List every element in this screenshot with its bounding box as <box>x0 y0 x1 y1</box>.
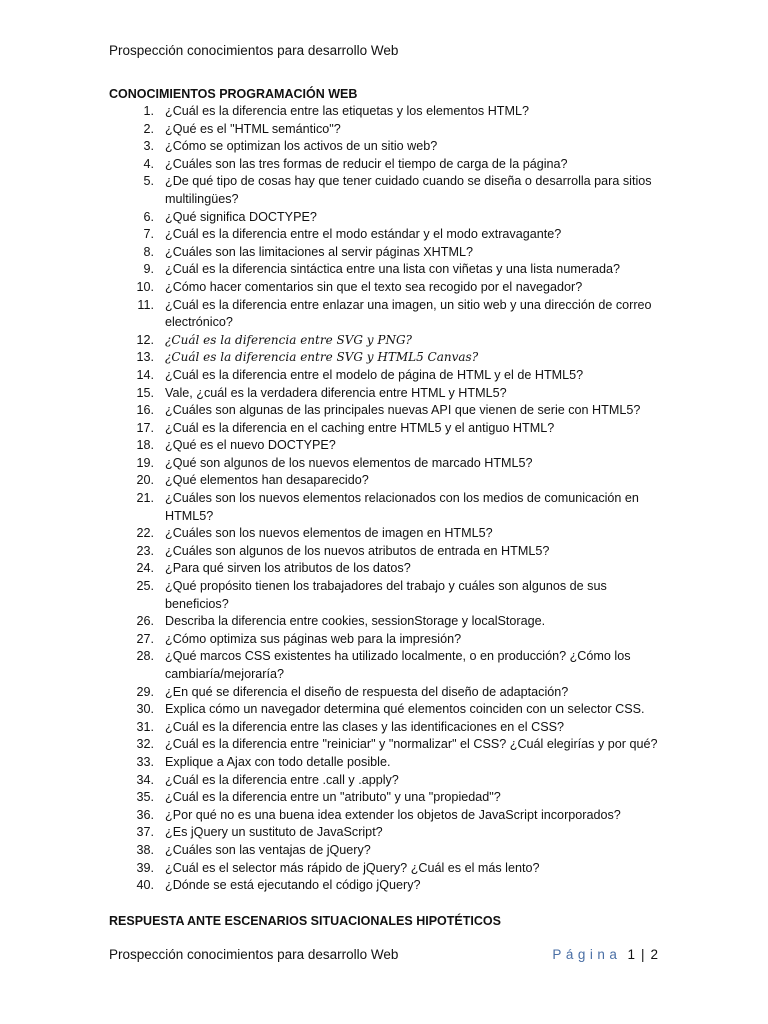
page-number <box>552 946 658 964</box>
list-item <box>109 877 669 895</box>
list-item-number: 17. <box>136 420 154 435</box>
list-item <box>109 525 669 543</box>
list-item-number: 21. <box>136 491 154 506</box>
list-item-number: 1. <box>143 104 154 118</box>
list-item-number: 31. <box>136 719 154 734</box>
page-footer <box>109 946 658 964</box>
list-item <box>109 156 669 174</box>
list-item-text: ¿Cuáles son las ventajas de jQuery? <box>165 842 371 857</box>
list-item <box>109 490 669 525</box>
list-item-number: 14. <box>136 367 154 382</box>
list-item-number: 33. <box>136 754 154 769</box>
list-item-number: 28. <box>136 649 154 664</box>
list-item <box>109 684 669 702</box>
list-item <box>109 631 669 649</box>
list-item-number: 3. <box>143 139 154 154</box>
list-item-text: ¿Cuál es la diferencia entre las etiquetas y los elementos HTML? <box>165 104 529 118</box>
list-item <box>109 209 669 227</box>
list-item-text: ¿Qué son algunos de los nuevos elementos de marcado HTML5? <box>165 455 533 470</box>
page-total: 2 <box>650 947 658 962</box>
list-item <box>109 349 669 367</box>
list-item <box>109 754 669 772</box>
list-item <box>109 648 669 683</box>
list-item-text: ¿Por qué no es una buena idea extender los objetos de JavaScript incorporados? <box>165 807 621 822</box>
list-item-text: ¿Para qué sirven los atributos de los datos? <box>165 561 411 576</box>
list-item <box>109 261 669 279</box>
list-item-number: 40. <box>136 878 154 893</box>
list-item <box>109 173 669 208</box>
list-item-number: 26. <box>136 614 154 629</box>
list-item-text: ¿Cuáles son algunos de los nuevos atributos de entrada en HTML5? <box>165 543 550 558</box>
list-item-text: ¿Cuáles son algunas de las principales nuevas API que vienen de serie con HTML5? <box>165 403 641 418</box>
list-item <box>109 736 669 754</box>
list-item-text: ¿Cuál es la diferencia entre el modo estándar y el modo extravagante? <box>165 227 562 242</box>
list-item-text: Vale, ¿cuál es la verdadera diferencia entre HTML y HTML5? <box>165 385 507 400</box>
list-item <box>109 279 669 297</box>
list-item <box>109 701 669 719</box>
list-item <box>109 226 669 244</box>
list-item-number: 29. <box>136 684 154 699</box>
list-item <box>109 385 669 403</box>
list-item-number: 11. <box>137 297 154 312</box>
list-item-number: 8. <box>143 244 154 259</box>
list-item-text: ¿Cuál es la diferencia entre .call y .apply? <box>165 772 399 787</box>
list-item <box>109 860 669 878</box>
list-item-number: 4. <box>143 156 154 171</box>
list-item-number: 5. <box>143 174 154 189</box>
footer-title: Prospección conocimientos para desarrollo Web <box>109 947 399 962</box>
list-item-text: ¿Es jQuery un sustituto de JavaScript? <box>165 825 383 840</box>
list-item-text: ¿Cómo hacer comentarios sin que el texto sea recogido por el navegador? <box>165 279 583 294</box>
page-separator: | <box>640 947 645 962</box>
list-item-number: 20. <box>136 473 154 488</box>
list-item <box>109 244 669 262</box>
list-item <box>109 472 669 490</box>
list-item-number: 24. <box>136 561 154 576</box>
list-item-number: 34. <box>136 772 154 787</box>
list-item-text: ¿Cuál es el selector más rápido de jQuery? ¿Cuál es el más lento? <box>165 860 540 875</box>
list-item-text: ¿Cuál es la diferencia entre enlazar una imagen, un sitio web y una dirección de correo electrónico? <box>165 297 652 330</box>
list-item <box>109 824 669 842</box>
question-list <box>109 103 669 895</box>
page-header: Prospección conocimientos para desarrollo Web <box>109 43 399 58</box>
list-item <box>109 455 669 473</box>
list-item-number: 9. <box>143 262 154 277</box>
list-item-number: 36. <box>136 807 154 822</box>
list-item-text: ¿Qué elementos han desaparecido? <box>165 473 369 488</box>
list-item <box>109 103 669 121</box>
list-item-number: 38. <box>136 842 154 857</box>
list-item-number: 16. <box>136 403 154 418</box>
list-item <box>109 807 669 825</box>
list-item <box>109 437 669 455</box>
list-item-text: Explica cómo un navegador determina qué elementos coinciden con un selector CSS. <box>165 702 645 717</box>
list-item-text: ¿En qué se diferencia el diseño de respuesta del diseño de adaptación? <box>165 684 569 699</box>
list-item-number: 32. <box>136 737 154 752</box>
list-item <box>109 367 669 385</box>
list-item-text: ¿De qué tipo de cosas hay que tener cuidado cuando se diseña o desarrolla para sitios multilingües? <box>165 174 652 206</box>
list-item-text: ¿Cuál es la diferencia entre un "atributo" y una "propiedad"? <box>165 790 501 805</box>
list-item <box>109 789 669 807</box>
list-item-text: ¿Dónde se está ejecutando el código jQuery? <box>165 878 421 893</box>
list-item-number: 18. <box>136 438 154 453</box>
list-item <box>109 772 669 790</box>
list-item <box>109 121 669 139</box>
list-item <box>109 613 669 631</box>
list-item-number: 22. <box>136 526 154 541</box>
list-item-text: ¿Cuáles son los nuevos elementos relacionados con los medios de comunicación en HTML5? <box>165 491 639 523</box>
list-item-text: ¿Qué marcos CSS existentes ha utilizado localmente, o en producción? ¿Cómo los cambiaría/mejoraría? <box>165 649 631 681</box>
list-item-text: ¿Cómo optimiza sus páginas web para la impresión? <box>165 631 462 646</box>
list-item-number: 23. <box>136 543 154 558</box>
list-item <box>109 402 669 420</box>
list-item-text: ¿Cuál es la diferencia entre SVG y PNG? <box>165 332 412 347</box>
list-item-number: 39. <box>136 860 154 875</box>
list-item-number: 30. <box>136 702 154 717</box>
list-item-text: ¿Qué es el "HTML semántico"? <box>165 121 341 136</box>
page-current: 1 <box>627 947 635 962</box>
list-item <box>109 719 669 737</box>
list-item-text: ¿Qué propósito tienen los trabajadores del trabajo y cuáles son algunos de sus beneficios? <box>165 579 607 611</box>
list-item-number: 19. <box>136 455 154 470</box>
list-item-text: ¿Cuáles son las tres formas de reducir el tiempo de carga de la página? <box>165 156 568 171</box>
list-item <box>109 560 669 578</box>
page-label: Página <box>552 947 622 962</box>
list-item-text: ¿Cuál es la diferencia entre el modelo de página de HTML y el de HTML5? <box>165 367 584 382</box>
list-item-number: 10. <box>136 279 154 294</box>
list-item-number: 6. <box>143 209 154 224</box>
list-item-number: 7. <box>143 227 154 242</box>
list-item-text: ¿Cómo se optimizan los activos de un sitio web? <box>165 139 438 154</box>
list-item-text: ¿Cuál es la diferencia sintáctica entre una lista con viñetas y una lista numerada? <box>165 262 621 277</box>
section-title-escenarios: RESPUESTA ANTE ESCENARIOS SITUACIONALES HIPOTÉTICOS <box>109 914 501 928</box>
list-item-text: ¿Cuál es la diferencia entre "reiniciar" y "normalizar" el CSS? ¿Cuál elegirías y por qué? <box>165 737 658 752</box>
section-title-programacion: CONOCIMIENTOS PROGRAMACIÓN WEB <box>109 87 358 101</box>
list-item-text: ¿Cuáles son los nuevos elementos de imagen en HTML5? <box>165 526 493 541</box>
list-item-text: ¿Cuál es la diferencia en el caching entre HTML5 y el antiguo HTML? <box>165 420 555 435</box>
list-item-number: 13. <box>136 350 154 365</box>
list-item <box>109 420 669 438</box>
list-item-text: Explique a Ajax con todo detalle posible. <box>165 754 391 769</box>
list-item-number: 2. <box>143 121 154 136</box>
list-item <box>109 578 669 613</box>
list-item <box>109 842 669 860</box>
list-item-text: ¿Cuáles son las limitaciones al servir páginas XHTML? <box>165 244 473 259</box>
list-item-text: ¿Qué significa DOCTYPE? <box>165 209 317 224</box>
list-item-text: Describa la diferencia entre cookies, sessionStorage y localStorage. <box>165 614 546 629</box>
list-item-text: ¿Qué es el nuevo DOCTYPE? <box>165 438 336 453</box>
list-item-text: ¿Cuál es la diferencia entre las clases y las identificaciones en el CSS? <box>165 719 565 734</box>
list-item-text: ¿Cuál es la diferencia entre SVG y HTML5 Canvas? <box>165 350 479 365</box>
list-item-number: 35. <box>136 790 154 805</box>
list-item <box>109 543 669 561</box>
list-item <box>109 297 669 332</box>
list-item <box>109 332 669 350</box>
list-item-number: 27. <box>136 631 154 646</box>
list-item-number: 12. <box>136 332 154 347</box>
list-item-number: 15. <box>136 385 154 400</box>
list-item-number: 25. <box>136 579 154 594</box>
list-item-number: 37. <box>136 825 154 840</box>
list-item <box>109 138 669 156</box>
